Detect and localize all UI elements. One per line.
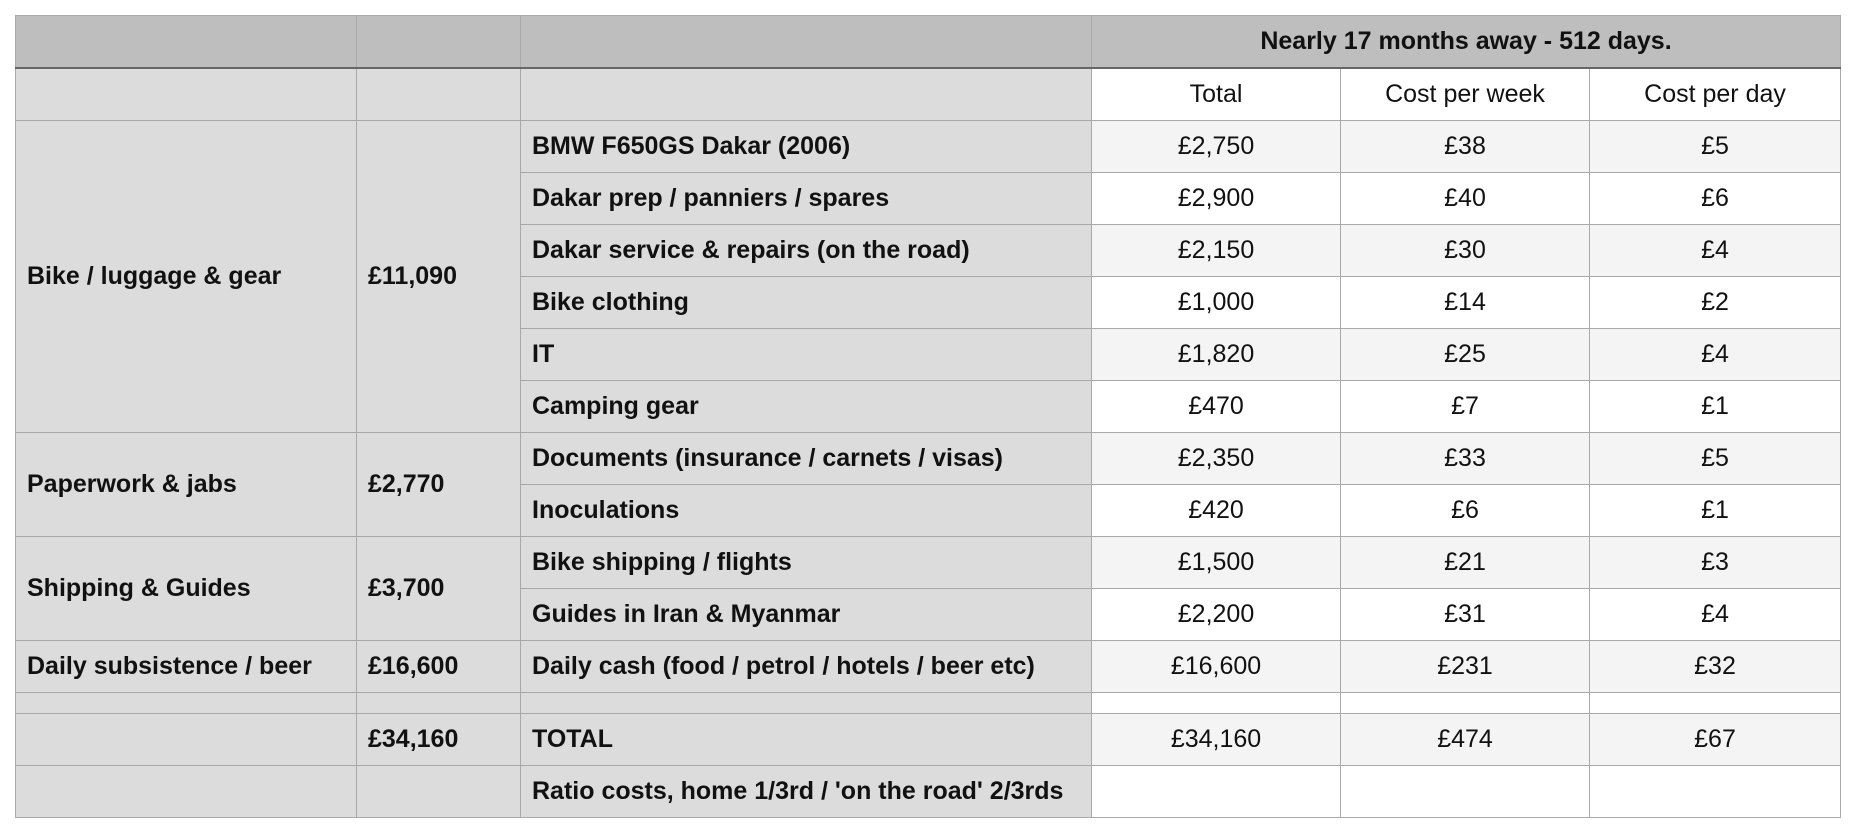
header-blank-cell [357, 68, 521, 121]
total-cell: £2,200 [1092, 589, 1341, 641]
table-row [16, 641, 1841, 693]
week-cell: £14 [1341, 277, 1590, 329]
item-label: Bike shipping / flights [521, 537, 1092, 589]
header-blank-cell [357, 16, 521, 69]
week-cell: £30 [1341, 225, 1590, 277]
total-label: TOTAL [521, 714, 1092, 766]
ratio-label: Ratio costs, home 1/3rd / 'on the road' 2/3rds [521, 766, 1092, 818]
item-label: Dakar prep / panniers / spares [521, 173, 1092, 225]
column-header-total: Total [1092, 68, 1341, 121]
group-label: Daily subsistence / beer [16, 641, 357, 693]
day-cell: £1 [1590, 485, 1841, 537]
week-cell: £7 [1341, 381, 1590, 433]
total-cell: £2,150 [1092, 225, 1341, 277]
total-cell: £1,500 [1092, 537, 1341, 589]
table-row [16, 537, 1841, 589]
total-cell: £1,000 [1092, 277, 1341, 329]
group-subtotal: £11,090 [357, 121, 521, 433]
table-row [16, 121, 1841, 173]
day-cell: £4 [1590, 589, 1841, 641]
column-header-row [16, 68, 1841, 121]
day-cell: £5 [1590, 121, 1841, 173]
total-cell: £420 [1092, 485, 1341, 537]
blank-cell [16, 714, 357, 766]
grand-total-cell: £34,160 [1092, 714, 1341, 766]
week-cell: £40 [1341, 173, 1590, 225]
item-label: BMW F650GS Dakar (2006) [521, 121, 1092, 173]
item-label: IT [521, 329, 1092, 381]
day-cell: £5 [1590, 433, 1841, 485]
blank-cell [521, 693, 1092, 714]
blank-cell [16, 693, 357, 714]
blank-cell [1590, 693, 1841, 714]
group-subtotal: £3,700 [357, 537, 521, 641]
week-cell: £33 [1341, 433, 1590, 485]
blank-cell [1092, 766, 1341, 818]
column-header-day: Cost per day [1590, 68, 1841, 121]
week-cell: £25 [1341, 329, 1590, 381]
blank-cell [1341, 693, 1590, 714]
blank-cell [357, 766, 521, 818]
header-blank-cell [16, 16, 357, 69]
total-cell: £2,900 [1092, 173, 1341, 225]
header-blank-cell [16, 68, 357, 121]
spacer-row [16, 693, 1841, 714]
group-label: Bike / luggage & gear [16, 121, 357, 433]
blank-cell [16, 766, 357, 818]
total-cell: £2,750 [1092, 121, 1341, 173]
day-cell: £3 [1590, 537, 1841, 589]
item-label: Daily cash (food / petrol / hotels / beer etc) [521, 641, 1092, 693]
grand-day-cell: £67 [1590, 714, 1841, 766]
item-label: Dakar service & repairs (on the road) [521, 225, 1092, 277]
item-label: Camping gear [521, 381, 1092, 433]
week-cell: £21 [1341, 537, 1590, 589]
group-subtotal: £16,600 [357, 641, 521, 693]
header-blank-cell [521, 16, 1092, 69]
day-cell: £4 [1590, 225, 1841, 277]
blank-cell [1341, 766, 1590, 818]
item-label: Guides in Iran & Myanmar [521, 589, 1092, 641]
column-header-week: Cost per week [1341, 68, 1590, 121]
total-cell: £16,600 [1092, 641, 1341, 693]
day-cell: £6 [1590, 173, 1841, 225]
day-cell: £4 [1590, 329, 1841, 381]
group-label: Paperwork & jabs [16, 433, 357, 537]
week-cell: £231 [1341, 641, 1590, 693]
grand-subtotal: £34,160 [357, 714, 521, 766]
group-subtotal: £2,770 [357, 433, 521, 537]
day-cell: £32 [1590, 641, 1841, 693]
ratio-row [16, 766, 1841, 818]
blank-cell [357, 693, 521, 714]
item-label: Documents (insurance / carnets / visas) [521, 433, 1092, 485]
week-cell: £6 [1341, 485, 1590, 537]
week-cell: £38 [1341, 121, 1590, 173]
blank-cell [1092, 693, 1341, 714]
budget-table [15, 15, 1841, 818]
day-cell: £2 [1590, 277, 1841, 329]
table-row [16, 433, 1841, 485]
sheet-title: Nearly 17 months away - 512 days. [1092, 16, 1841, 69]
blank-cell [1590, 766, 1841, 818]
total-cell: £1,820 [1092, 329, 1341, 381]
item-label: Bike clothing [521, 277, 1092, 329]
total-cell: £470 [1092, 381, 1341, 433]
total-row [16, 714, 1841, 766]
grand-week-cell: £474 [1341, 714, 1590, 766]
group-label: Shipping & Guides [16, 537, 357, 641]
item-label: Inoculations [521, 485, 1092, 537]
total-cell: £2,350 [1092, 433, 1341, 485]
title-row [16, 16, 1841, 69]
header-blank-cell [521, 68, 1092, 121]
day-cell: £1 [1590, 381, 1841, 433]
week-cell: £31 [1341, 589, 1590, 641]
